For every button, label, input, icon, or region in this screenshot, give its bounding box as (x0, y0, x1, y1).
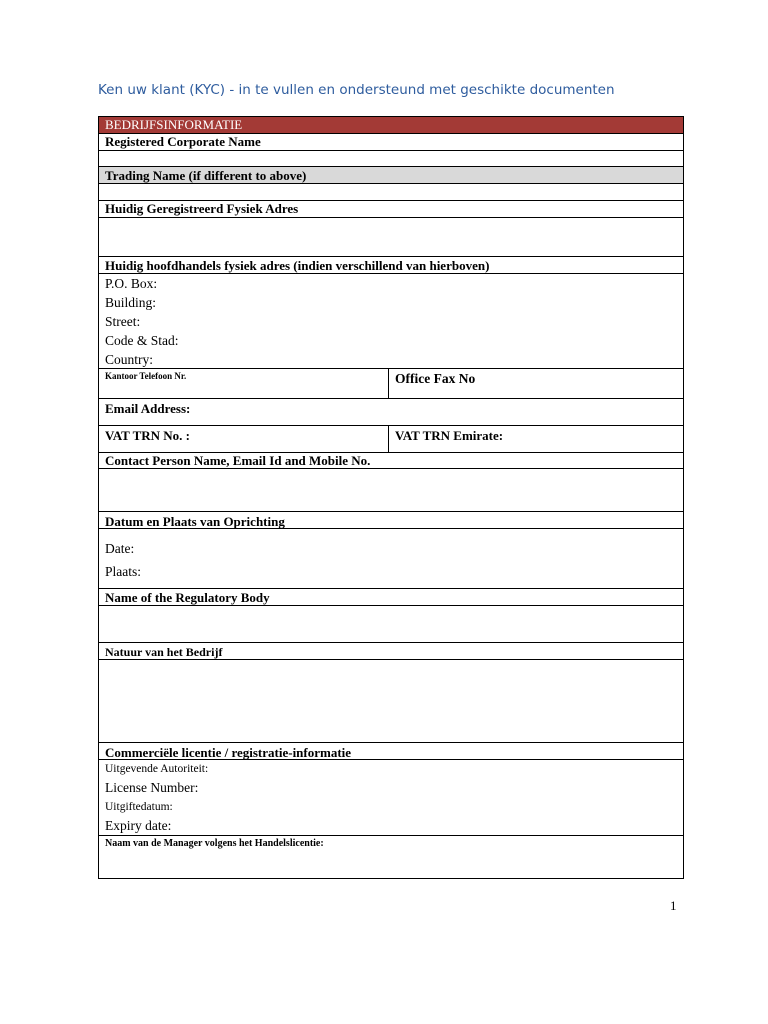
code-city-label: Code & Stad: (105, 333, 179, 348)
principal-address-fields[interactable] (99, 274, 683, 369)
nature-field[interactable] (99, 660, 683, 743)
issuing-authority-label: Uitgevende Autoriteit: (105, 763, 209, 775)
country-label: Country: (105, 352, 154, 367)
registered-name-field[interactable] (99, 151, 683, 167)
phone-label[interactable]: Kantoor Telefoon Nr. (99, 369, 389, 398)
license-fields[interactable] (99, 760, 683, 836)
date-label: Date: (105, 541, 135, 556)
po-box-label: P.O. Box: (105, 276, 158, 291)
contact-label: Contact Person Name, Email Id and Mobile No. (99, 453, 683, 469)
incorporation-label: Datum en Plaats van Oprichting (99, 512, 683, 529)
document-title: Ken uw klant (KYC) - in te vullen en ondersteund met geschikte documenten (98, 82, 615, 98)
registered-name-label: Registered Corporate Name (99, 134, 683, 151)
license-label: Commerciële licentie / registratie-informatie (99, 743, 683, 760)
page-number: 1 (670, 898, 677, 913)
vat-row (99, 426, 683, 453)
principal-address-label: Huidig hoofdhandels fysiek adres (indien verschillend van hierboven) (99, 257, 683, 274)
manager-label[interactable]: Naam van de Manager volgens het Handelslicentie: (105, 838, 324, 849)
incorporation-fields[interactable] (99, 529, 683, 589)
vat-emirate-label[interactable]: VAT TRN Emirate: (395, 428, 504, 443)
trading-name-field[interactable] (99, 184, 683, 201)
vat-trn-label[interactable]: VAT TRN No. : (99, 426, 389, 452)
fax-label[interactable]: Office Fax No (395, 371, 476, 386)
issue-date-label: Uitgiftedatum: (105, 801, 173, 813)
regulatory-label: Name of the Regulatory Body (99, 589, 683, 606)
regulatory-field[interactable] (99, 606, 683, 643)
license-number-label: License Number: (105, 780, 199, 795)
expiry-date-label: Expiry date: (105, 818, 172, 833)
street-label: Street: (105, 314, 141, 329)
place-label: Plaats: (105, 564, 141, 579)
trading-name-label: Trading Name (if different to above) (99, 167, 683, 184)
kyc-form (98, 116, 684, 879)
section-header: BEDRIJFSINFORMATIE (99, 117, 683, 134)
contact-field[interactable] (99, 469, 683, 512)
nature-label: Natuur van het Bedrijf (99, 643, 683, 660)
registered-address-label: Huidig Geregistreerd Fysiek Adres (99, 201, 683, 218)
building-label: Building: (105, 295, 157, 310)
email-label[interactable]: Email Address: (99, 399, 683, 426)
registered-address-field[interactable] (99, 218, 683, 257)
phone-fax-row (99, 369, 683, 399)
